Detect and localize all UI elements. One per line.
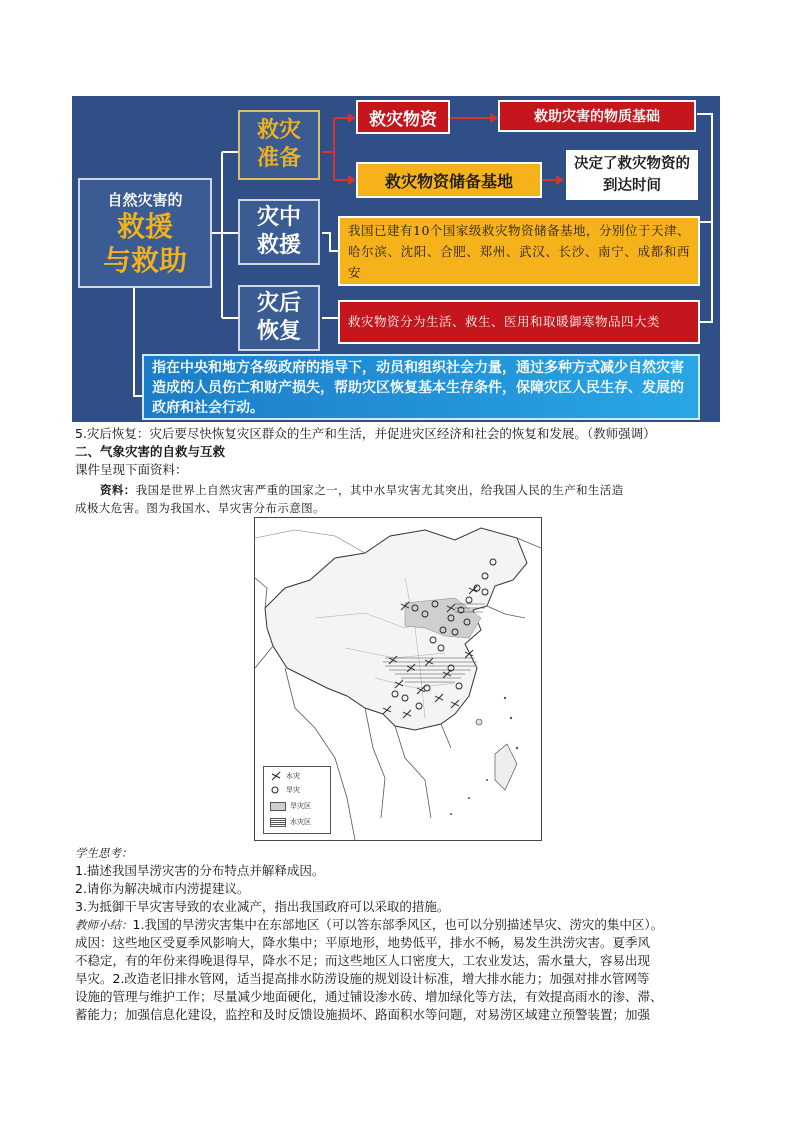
summary-line-5: 设施的管理与维护工作；尽量减少地面硬化，通过铺设渗水砖、增加绿化等方法，有效提高雨水的渗、滞、 — [75, 989, 663, 1004]
node-base: 救灾物资储备基地 — [356, 162, 542, 198]
paragraph-5: 5.灾后恢复：灾后要尽快恢复灾区群众的生产和生活，并促进灾区经济和社会的恢复和发展。（教师强调） — [75, 426, 656, 441]
material-line-2: 成极大危害。图为我国水、旱灾害分布示意图。 — [75, 501, 325, 515]
diagram-root — [78, 178, 212, 288]
node-rescue-line1: 灾中 — [256, 205, 301, 230]
summary-text-1: 1.我国的旱涝灾害集中在东部地区（可以答东部季风区，也可以分别描述旱灾、涝灾的集中区）。 — [132, 917, 664, 932]
flood-mark-icon — [270, 771, 282, 781]
node-recovery — [238, 285, 320, 351]
material-text-1: 我国是世界上自然灾害严重的国家之一，其中水旱灾害尤其突出，给我国人民的生产和生活造 — [135, 483, 624, 497]
node-base-desc: 决定了救灾物资的到达时间 — [564, 148, 700, 202]
node-rescue — [238, 199, 320, 265]
root-line3: 与救助 — [102, 243, 187, 277]
student-think-label: 学生思考： — [75, 846, 133, 860]
node-recovery-line2: 恢复 — [256, 319, 301, 344]
legend-flood-zone-label: 水灾区 — [290, 818, 311, 826]
root-line2: 救援 — [116, 209, 173, 243]
legend-drought-label: 旱灾 — [286, 786, 300, 794]
question-3: 3.为抵御干旱灾害导致的农业减产，指出我国政府可以采取的措施。 — [75, 899, 450, 914]
rescue-diagram — [72, 96, 720, 422]
summary-label: 教师小结： — [75, 918, 133, 932]
legend-flood-zone — [270, 817, 311, 827]
node-rescue-line2: 救援 — [256, 233, 301, 258]
summary-line-6: 蓄能力；加强信息化建设，监控和及时反馈设施损坏、路面积水等问题，对易涝区域建立预警装置；加强 — [75, 1007, 651, 1022]
node-recovery-line1: 灾后 — [256, 291, 301, 316]
node-base-detail: 我国已建有10个国家级救灾物资储备基地，分别位于天津、哈尔滨、沈阳、合肥、郑州、武汉、长沙、南宁、成都和西安 — [338, 216, 700, 286]
map-legend — [263, 766, 331, 834]
legend-drought-zone-label: 旱灾区 — [290, 802, 311, 810]
summary-line-1 — [75, 916, 663, 934]
node-preparation-line1: 救灾 — [256, 118, 301, 143]
legend-flood-label: 水灾 — [286, 772, 300, 780]
question-2: 2.请你为解决城市内涝提建议。 — [75, 881, 250, 896]
node-preparation-line2: 准备 — [256, 146, 301, 171]
node-supplies: 救灾物资 — [356, 100, 450, 134]
summary-line-4: 旱灾。2.改造老旧排水管网，适当提高排水防涝设施的规划设计标准，增大排水能力；加强对排水管网等 — [75, 971, 650, 986]
intro-line: 课件呈现下面资料： — [75, 462, 188, 477]
china-flood-drought-map — [254, 517, 542, 841]
node-preparation — [238, 110, 320, 180]
node-supplies-desc: 救助灾害的物质基础 — [498, 100, 696, 132]
summary-line-3: 不稳定，有的年份来得晚退得早，降水不足；而这些地区人口密度大，工农业发达，需水量大，容易出现 — [75, 953, 651, 968]
summary-line-2: 成因：这些地区受夏季风影响大，降水集中；平原地形，地势低平，排水不畅，易发生洪涝灾害。夏季风 — [75, 935, 651, 950]
material-label: 资料： — [100, 483, 136, 497]
legend-drought — [270, 785, 300, 795]
root-line1: 自然灾害的 — [107, 190, 183, 209]
node-supplies-types: 救灾物资分为生活、救生、医用和取暖御寒物品四大类 — [338, 300, 700, 344]
legend-flood — [270, 771, 300, 781]
flood-zone-swatch — [270, 818, 286, 827]
drought-zone-swatch — [270, 802, 286, 811]
section-heading-2: 二、气象灾害的自救与互救 — [75, 444, 226, 459]
drought-circle-icon — [270, 785, 282, 795]
legend-drought-zone — [270, 801, 311, 811]
question-1: 1.描述我国旱涝灾害的分布特点并解释成因。 — [75, 863, 325, 878]
material-line-1 — [100, 481, 624, 499]
definition-bar: 指在中央和地方各级政府的指导下，动员和组织社会力量，通过多种方式减少自然灾害造成的人员伤亡和财产损失，帮助灾区恢复基本生存条件，保障灾区人民生存、发展的政府和社会行动。 — [142, 354, 700, 420]
